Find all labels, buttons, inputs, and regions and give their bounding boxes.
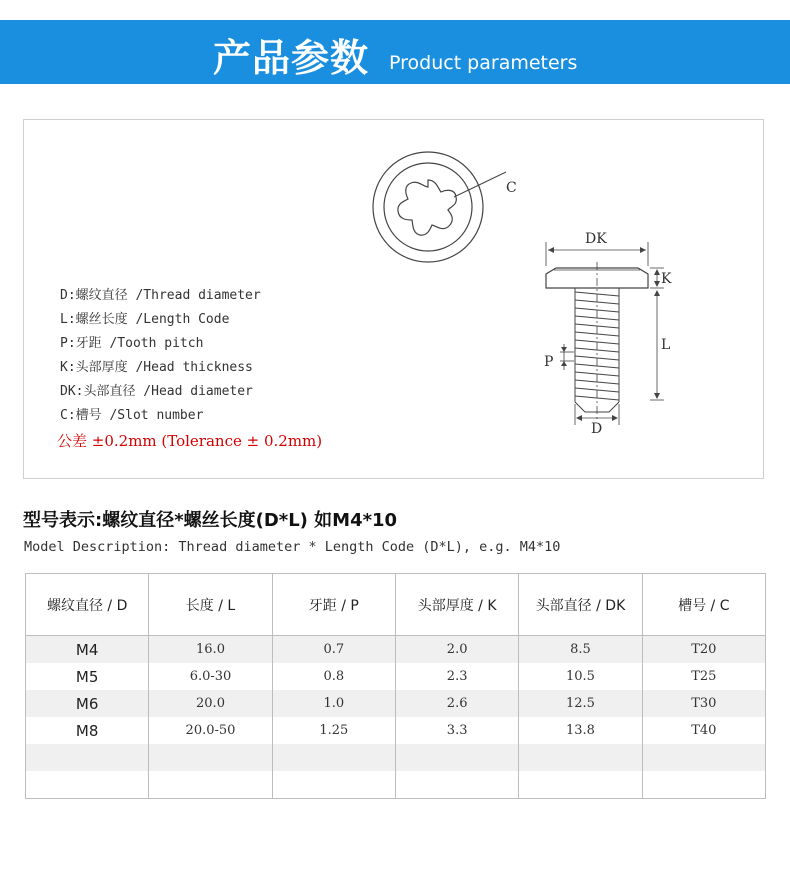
cell-k [395, 771, 518, 799]
label-c: C [506, 180, 517, 196]
cell-c [642, 744, 765, 771]
legend-item-k: K:头部厚度 /Head thickness [60, 360, 253, 375]
cell-k: 2.3 [395, 663, 518, 690]
legend-item-l: L:螺丝长度 /Length Code [60, 312, 230, 327]
screw-side-view [546, 242, 664, 425]
model-description: Model Description: Thread diameter * Length Code (D*L), e.g. M4*10 [24, 539, 561, 555]
table-row [26, 717, 766, 744]
cell-p: 1.25 [272, 717, 395, 744]
cell-p [272, 744, 395, 771]
cell-d: M5 [26, 663, 149, 690]
cell-d: M6 [26, 690, 149, 717]
header-pitch: 牙距 / P [272, 574, 395, 636]
header-thread-diameter: 螺纹直径 / D [26, 574, 149, 636]
cell-l: 6.0-30 [149, 663, 272, 690]
cell-c: T20 [642, 636, 765, 664]
cell-dk: 8.5 [519, 636, 642, 664]
cell-d: M4 [26, 636, 149, 664]
label-k: K [661, 271, 672, 287]
cell-dk [519, 744, 642, 771]
table-row [26, 636, 766, 664]
cell-k: 3.3 [395, 717, 518, 744]
cell-c: T40 [642, 717, 765, 744]
table-row [26, 744, 766, 771]
cell-c: T25 [642, 663, 765, 690]
legend-item-dk: DK:头部直径 /Head diameter [60, 384, 253, 399]
cell-k: 2.6 [395, 690, 518, 717]
legend-item-c: C:槽号 /Slot number [60, 408, 204, 423]
cell-l: 16.0 [149, 636, 272, 664]
header-head-thickness: 头部厚度 / K [395, 574, 518, 636]
banner-title-en: Product parameters [389, 52, 578, 74]
cell-dk: 12.5 [519, 690, 642, 717]
cell-d: M8 [26, 717, 149, 744]
legend-item-p: P:牙距 /Tooth pitch [60, 336, 204, 351]
torx-recess-icon [398, 180, 456, 235]
cell-p: 1.0 [272, 690, 395, 717]
cell-l [149, 771, 272, 799]
cell-l: 20.0 [149, 690, 272, 717]
model-title: 型号表示:螺纹直径*螺丝长度(D*L) 如M4*10 [23, 510, 398, 531]
cell-p: 0.8 [272, 663, 395, 690]
cell-k: 2.0 [395, 636, 518, 664]
label-p: P [544, 354, 554, 370]
label-d: D [591, 421, 603, 437]
header-slot: 槽号 / C [642, 574, 765, 636]
cell-d [26, 771, 149, 799]
table-header-row [26, 574, 766, 636]
table-row [26, 690, 766, 717]
label-dk: DK [585, 231, 607, 247]
screw-top-view [373, 152, 506, 262]
cell-dk: 10.5 [519, 663, 642, 690]
banner-title-cn: 产品参数 [213, 36, 370, 80]
header-head-diameter: 头部直径 / DK [519, 574, 642, 636]
legend-item-d: D:螺纹直径 /Thread diameter [60, 288, 261, 303]
cell-k [395, 744, 518, 771]
tolerance-note: 公差 ±0.2mm (Tolerance ± 0.2mm) [57, 432, 323, 450]
cell-dk [519, 771, 642, 799]
cell-c [642, 771, 765, 799]
label-l: L [661, 337, 671, 353]
header-length: 长度 / L [149, 574, 272, 636]
table-row [26, 771, 766, 799]
cell-p [272, 771, 395, 799]
spec-table [25, 573, 766, 799]
cell-l [149, 744, 272, 771]
cell-dk: 13.8 [519, 717, 642, 744]
cell-c: T30 [642, 690, 765, 717]
cell-d [26, 744, 149, 771]
parameter-legend [60, 284, 261, 428]
table-row [26, 663, 766, 690]
cell-p: 0.7 [272, 636, 395, 664]
cell-l: 20.0-50 [149, 717, 272, 744]
